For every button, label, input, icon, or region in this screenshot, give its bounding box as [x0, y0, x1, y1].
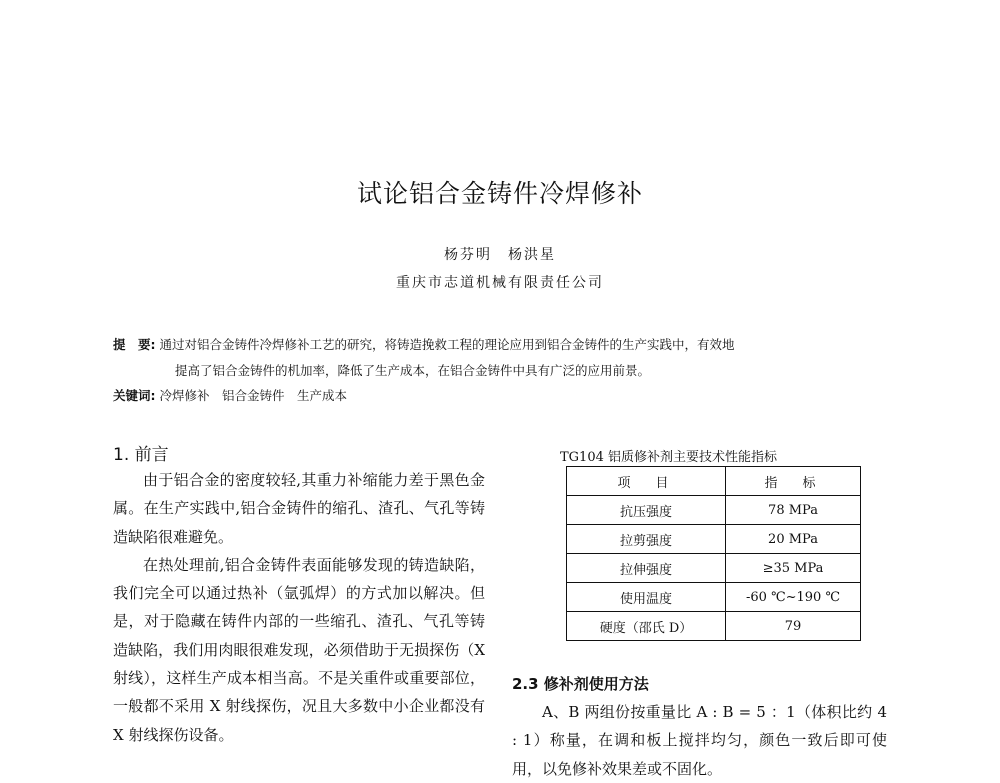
table-row	[567, 612, 861, 641]
abstract-label: 提 要:	[113, 337, 156, 352]
table-cell-value: 79	[726, 612, 861, 641]
table-cell-value: ≥35 MPa	[726, 554, 861, 583]
table-row	[567, 496, 861, 525]
table-cell-value: 78 MPa	[726, 496, 861, 525]
abstract	[113, 332, 893, 384]
section-1-paragraph-2: 在热处理前,铝合金铸件表面能够发现的铸造缺陷，我们完全可以通过热补（氩弧焊）的方式加以解决。但是，对于隐藏在铸件内部的一些缩孔、渣孔、气孔等铸造缺陷，我们用肉眼很难发现，必须借助于无损探伤（X 射线），这样生产成本相当高。不是关重件或重要部位，一般都不采用 X 射线探伤，况且大多数中小企业都没有 X 射线探伤设备。	[113, 555, 485, 744]
table-header-row	[567, 467, 861, 496]
table-cell-item: 抗压强度	[567, 496, 726, 525]
section-2-3-heading: 2.3 修补剂使用方法	[512, 675, 649, 693]
table-cell-item: 拉伸强度	[567, 554, 726, 583]
table-row	[567, 554, 861, 583]
table-caption: TG104 铝质修补剂主要技术性能指标	[560, 450, 778, 465]
right-column	[512, 698, 887, 783]
abstract-line-1	[113, 332, 893, 358]
section-2-3-paragraph-1: A、B 两组份按重量比 A : B = 5 ：1（体积比约 4 : 1）称量，在调和板上搅拌均匀，颜色一致后即可使用，以免修补效果差或不固化。	[512, 703, 887, 778]
left-column	[113, 466, 485, 749]
authors: 杨芬明 杨洪星	[444, 247, 556, 263]
affiliation: 重庆市志道机械有限责任公司	[396, 275, 604, 291]
keywords	[113, 386, 347, 404]
table-cell-item: 拉剪强度	[567, 525, 726, 554]
spec-table	[566, 466, 861, 641]
section-1-heading: 1. 前言	[113, 445, 169, 465]
table-header-value: 指 标	[726, 467, 861, 496]
keywords-text: 冷焊修补 铝合金铸件 生产成本	[159, 388, 347, 403]
table-cell-item: 硬度（邵氏 D）	[567, 612, 726, 641]
keywords-label: 关键词:	[113, 388, 156, 403]
abstract-line-2: 提高了铝合金铸件的机加率，降低了生产成本，在铝合金铸件中具有广泛的应用前景。	[175, 363, 651, 378]
table-row	[567, 583, 861, 612]
table-cell-value: -60 ℃~190 ℃	[726, 583, 861, 612]
table-cell-value: 20 MPa	[726, 525, 861, 554]
table-row	[567, 525, 861, 554]
paper-title: 试论铝合金铸件冷焊修补	[356, 179, 643, 208]
section-1-paragraph-1: 由于铝合金的密度较轻,其重力补缩能力差于黑色金属。在生产实践中,铝合金铸件的缩孔、渣孔、气孔等铸造缺陷很难避免。	[113, 471, 485, 546]
abstract-text-1: 通过对铝合金铸件冷焊修补工艺的研究，将铸造挽救工程的理论应用到铝合金铸件的生产实践中，有效地	[159, 337, 735, 352]
table-header-item: 项 目	[567, 467, 726, 496]
table-cell-item: 使用温度	[567, 583, 726, 612]
